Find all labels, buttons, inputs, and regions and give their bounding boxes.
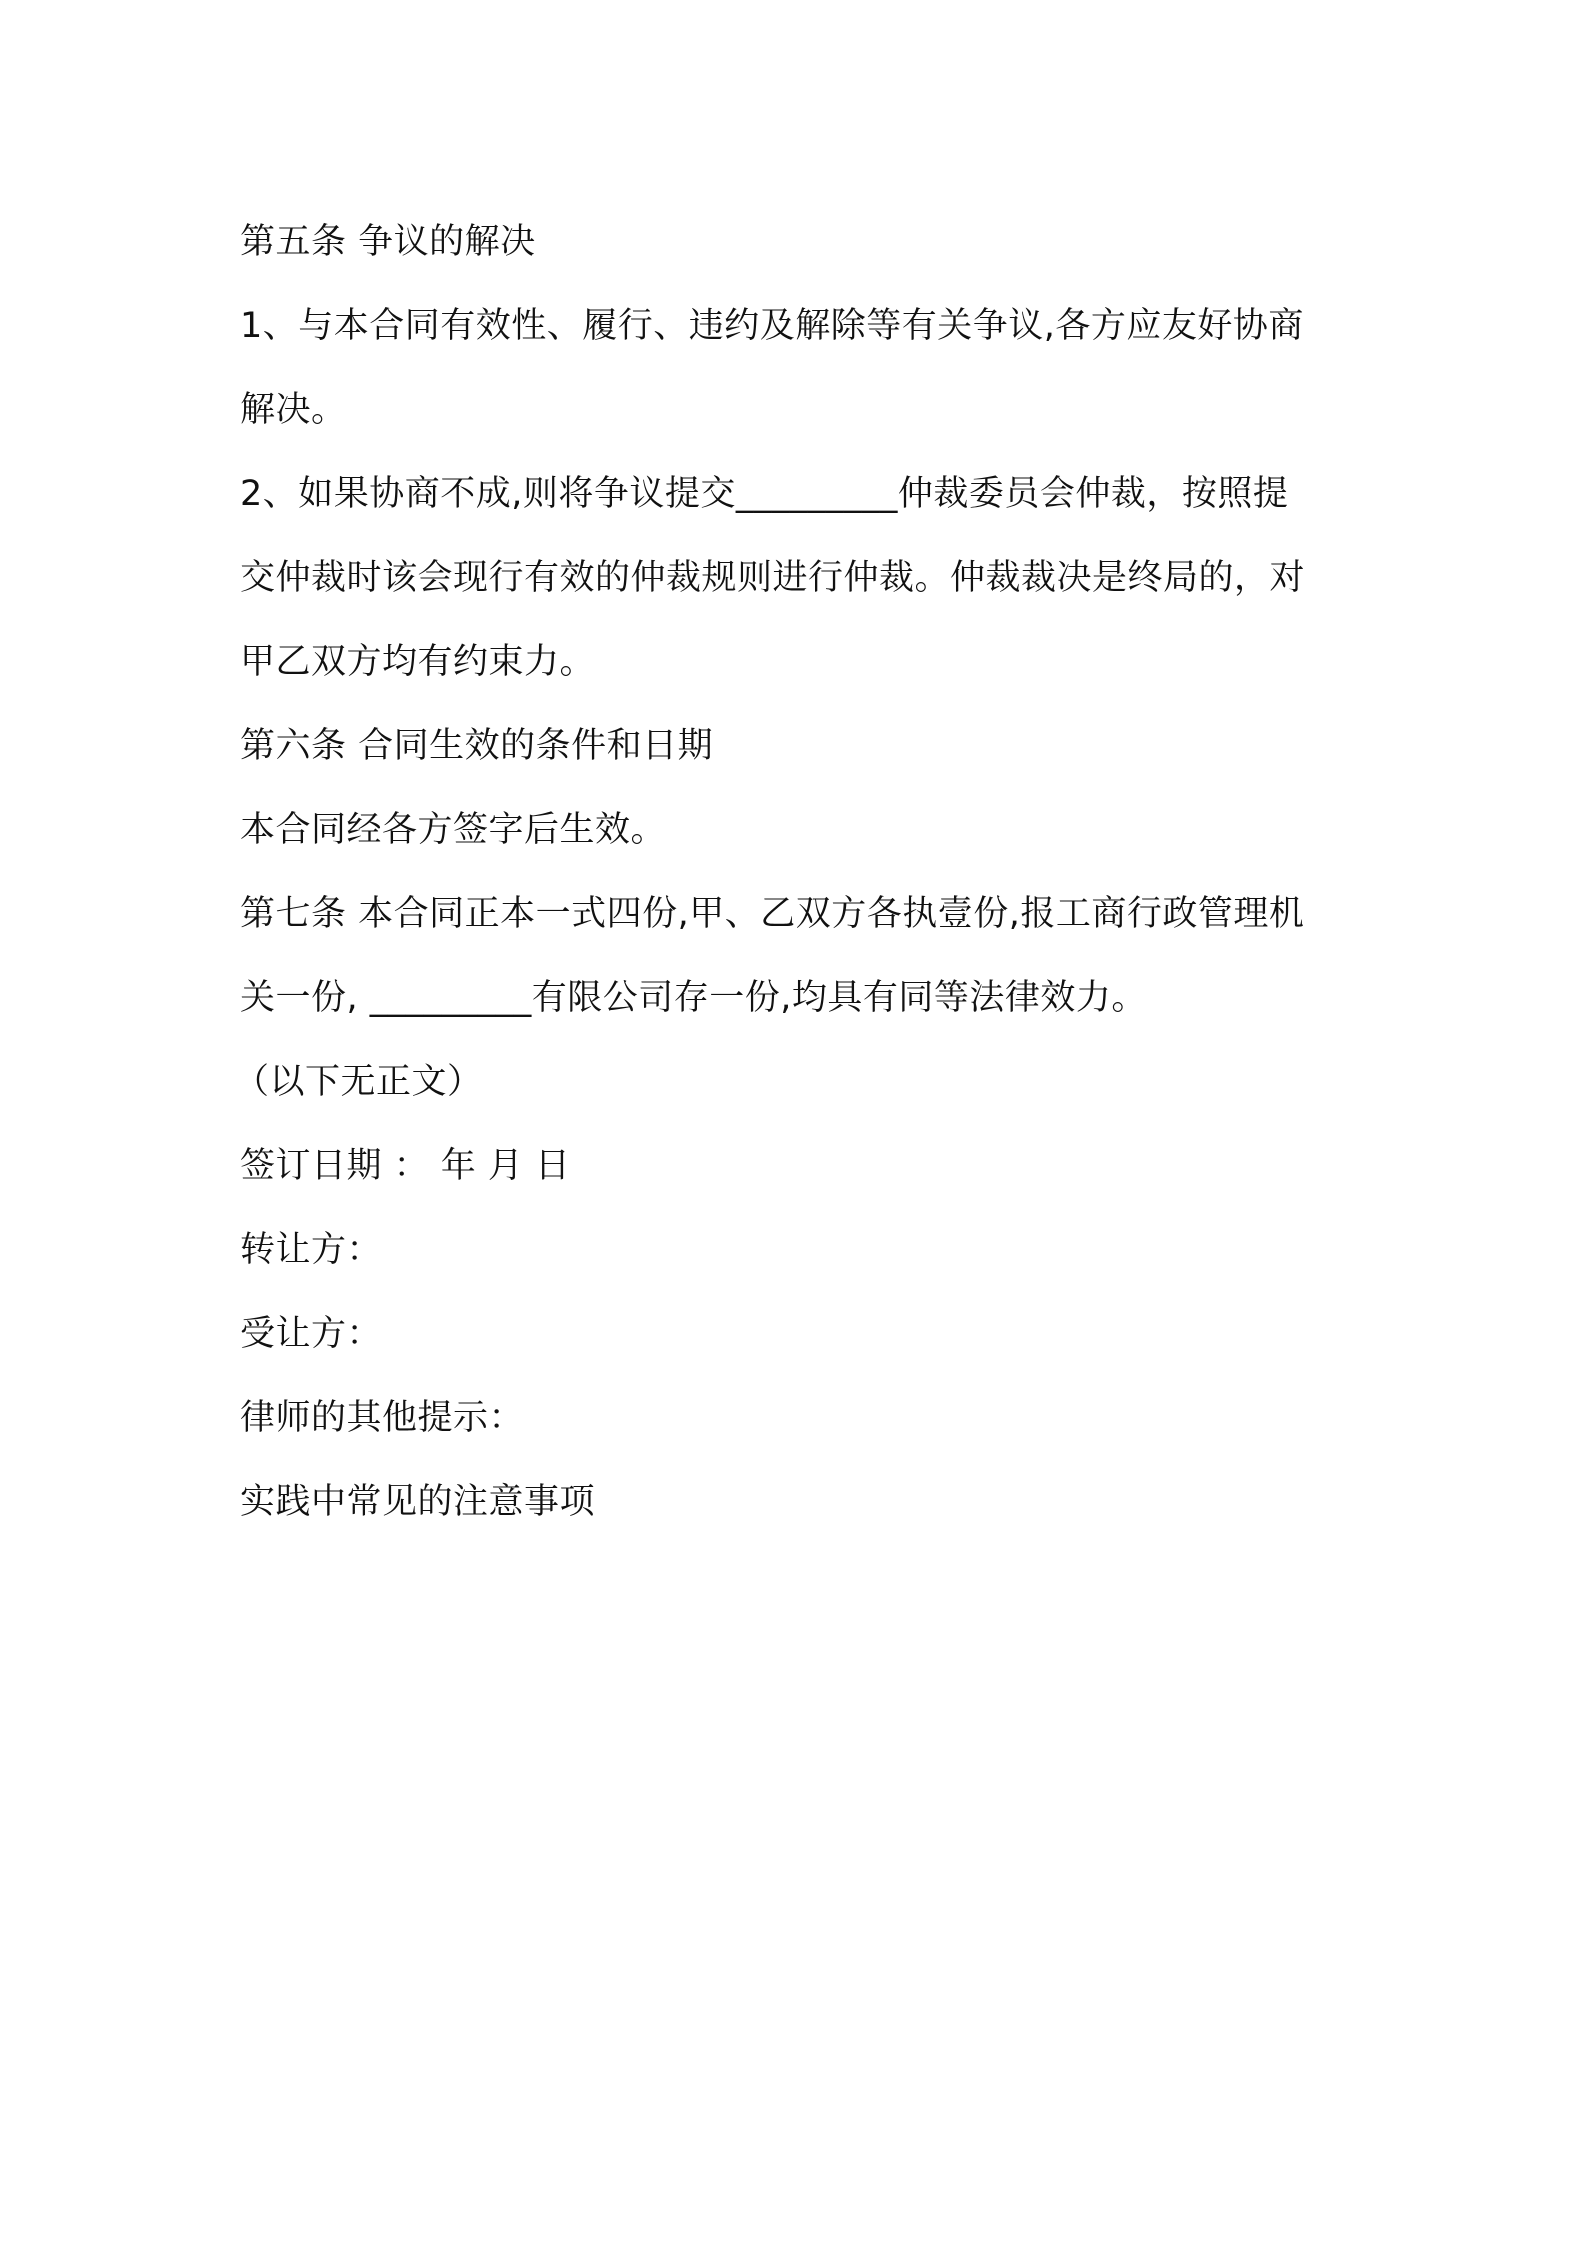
transferor-label: 转让方： bbox=[240, 1230, 383, 1270]
common-notes-heading: 实践中常见的注意事项 bbox=[240, 1482, 596, 1522]
lawyer-tips-heading: 律师的其他提示： bbox=[240, 1398, 525, 1438]
article-5-clause-2-line-2: 交仲裁时该会现行有效的仲裁规则进行仲裁。仲裁裁决是终局的，对 bbox=[240, 558, 1306, 598]
article-7-line-2: 关一份, _________有限公司存一份,均具有同等法律效力。 bbox=[240, 978, 1147, 1018]
article-5-clause-1-line-2: 解决。 bbox=[240, 390, 347, 430]
article-5-clause-1-line-1: 1、与本合同有效性、履行、违约及解除等有关争议,各方应友好协商 bbox=[240, 306, 1304, 346]
article-6-text: 本合同经各方签字后生效。 bbox=[240, 810, 667, 850]
article-5-heading: 第五条 争议的解决 bbox=[240, 222, 536, 262]
article-5-clause-2-line-3: 甲乙双方均有约束力。 bbox=[240, 642, 596, 682]
article-7-line-1: 第七条 本合同正本一式四份,甲、乙双方各执壹份,报工商行政管理机 bbox=[240, 894, 1305, 934]
transferee-label: 受让方： bbox=[240, 1314, 383, 1354]
document-body bbox=[234, 200, 1365, 1544]
signing-date: 签订日期 ： 年 月 日 bbox=[240, 1146, 571, 1186]
article-6-heading: 第六条 合同生效的条件和日期 bbox=[240, 726, 714, 766]
article-5-clause-2-line-1: 2、如果协商不成,则将争议提交_________仲裁委员会仲裁，按照提 bbox=[240, 474, 1289, 514]
no-further-text-note: （以下无正文） bbox=[234, 1062, 483, 1102]
